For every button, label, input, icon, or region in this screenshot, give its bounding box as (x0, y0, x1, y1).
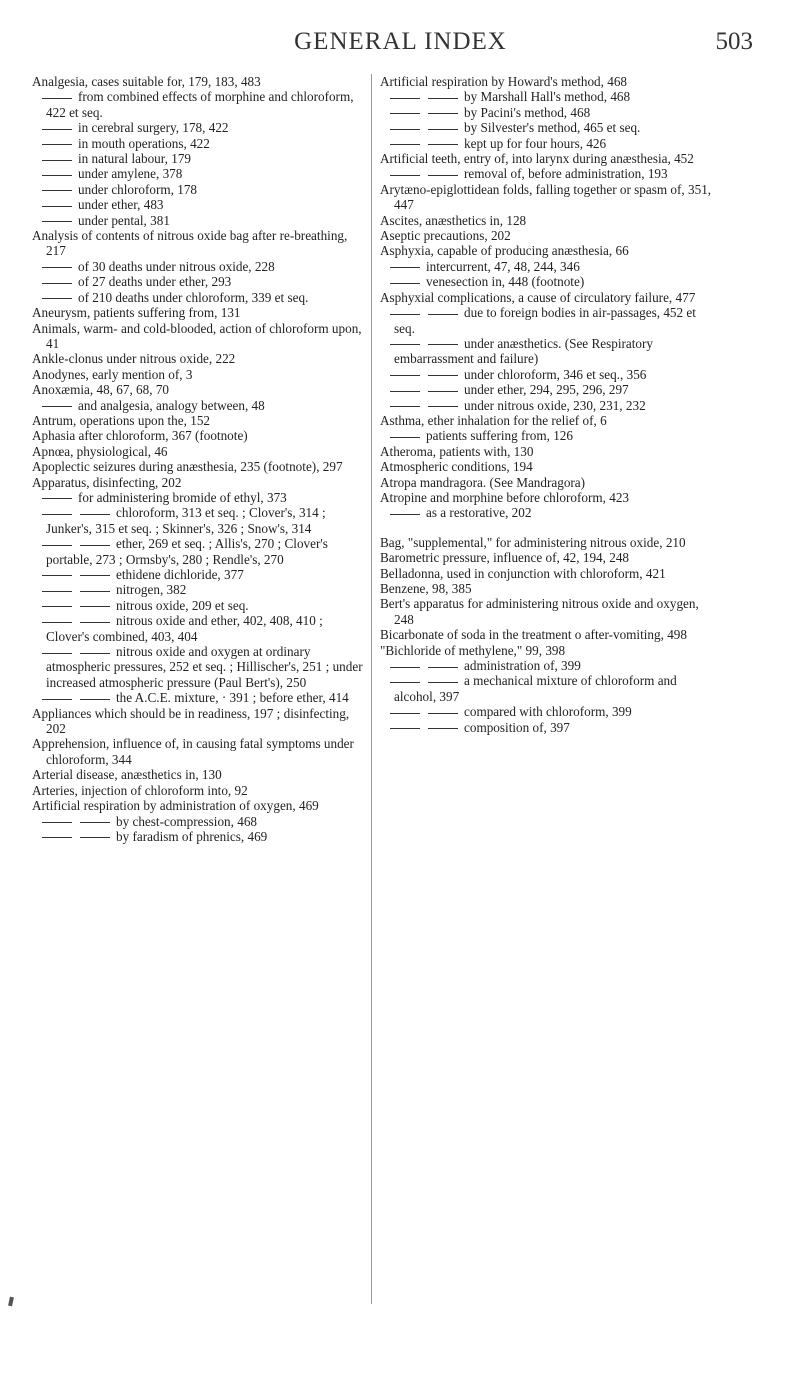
index-entry-text: under anæsthetics. (See Respiratory embarrassment and failure) (394, 335, 653, 367)
index-entry-text: ether, 269 et seq. ; Allis's, 270 ; Clover's portable, 273 ; Ormsby's, 280 ; Rendle's, 270 (46, 536, 328, 567)
ditto-dash (390, 283, 420, 284)
index-entry (32, 644, 368, 690)
ditto-dash (80, 606, 110, 607)
index-entry (380, 243, 716, 258)
index-entry-text: Barometric pressure, influence of, 42, 194, 248 (380, 550, 630, 566)
index-entry (380, 704, 716, 719)
ditto-dash (390, 129, 420, 130)
index-entry-text: by Marshall Hall's method, 468 (464, 89, 631, 105)
ditto-dash (390, 728, 420, 729)
ditto-dash (428, 713, 458, 714)
index-entry (380, 182, 716, 213)
index-entry-text: Aneurysm, patients suffering from, 131 (32, 305, 241, 321)
ditto-dash (80, 653, 110, 654)
index-entry (380, 290, 716, 305)
ditto-dash (42, 591, 72, 592)
ditto-dash (428, 98, 458, 99)
index-entry-text: compared with chloroform, 399 (464, 704, 632, 720)
index-entry-text: Appliances which should be in readiness, 197 ; disinfecting, 202 (32, 705, 350, 737)
index-entry-text: Artificial teeth, entry of, into larynx during anæsthesia, 452 (380, 151, 694, 167)
index-entry-text: under amylene, 378 (78, 166, 183, 182)
ditto-dash (80, 699, 110, 700)
index-entry-text: Analysis of contents of nitrous oxide bag after re-breathing, 217 (32, 228, 348, 259)
index-entry-text: "Bichloride of methylene," 99, 398 (380, 642, 566, 658)
ditto-dash (42, 190, 72, 191)
index-entry-text: in cerebral surgery, 178, 422 (78, 120, 229, 136)
index-entry (32, 398, 368, 413)
index-entry (380, 367, 716, 382)
ditto-dash (42, 98, 72, 99)
index-entry (380, 566, 716, 581)
index-entry-text: composition of, 397 (464, 719, 570, 735)
index-entry-text: by Silvester's method, 465 et seq. (464, 120, 641, 136)
ditto-dash (428, 682, 458, 683)
ditto-dash (428, 728, 458, 729)
ditto-dash (390, 267, 420, 268)
index-entry (32, 582, 368, 597)
index-entry (380, 490, 716, 505)
index-entry-text: nitrogen, 382 (116, 582, 187, 598)
index-entry-text: under pental, 381 (78, 212, 170, 228)
index-entry-text: Anoxæmia, 48, 67, 68, 70 (32, 382, 170, 398)
ditto-dash (42, 498, 72, 499)
index-entry-text: of 27 deaths under ether, 293 (78, 274, 232, 290)
index-entry (380, 259, 716, 274)
index-entry (380, 459, 716, 474)
index-entry (32, 444, 368, 459)
ditto-dash (390, 314, 420, 315)
index-entry-text: from combined effects of morphine and chloroform, 422 et seq. (46, 89, 354, 120)
ditto-dash (390, 514, 420, 515)
ditto-dash (42, 175, 72, 176)
index-entry (32, 228, 368, 259)
index-entry-text: patients suffering from, 126 (426, 428, 573, 444)
index-entry (32, 475, 368, 490)
index-entry (380, 151, 716, 166)
ditto-dash (428, 344, 458, 345)
index-entry (32, 259, 368, 274)
index-entry (380, 596, 716, 627)
index-entry-text: chloroform, 313 et seq. ; Clover's, 314 ; Junker's, 315 et seq. ; Skinner's, 326 ; Snow's, 314 (46, 505, 326, 536)
index-entry-text: Apnœa, physiological, 46 (32, 443, 168, 459)
index-entry-text: of 30 deaths under nitrous oxide, 228 (78, 258, 275, 274)
index-entry (32, 74, 368, 89)
index-entry-text: kept up for four hours, 426 (464, 135, 607, 151)
ditto-dash (42, 160, 72, 161)
index-entry (32, 598, 368, 613)
index-entry-text: under nitrous oxide, 230, 231, 232 (464, 397, 646, 413)
ditto-dash (428, 175, 458, 176)
index-entry (32, 197, 368, 212)
ditto-dash (42, 406, 72, 407)
index-entry-text: Apparatus, disinfecting, 202 (32, 474, 182, 490)
index-entry-text: Animals, warm- and cold-blooded, action of chloroform upon, 41 (32, 320, 362, 351)
index-entry (32, 536, 368, 567)
column-divider (371, 74, 372, 1304)
index-entry-text: a mechanical mixture of chloroform and alcohol, 397 (394, 673, 677, 704)
index-entry (380, 535, 716, 550)
index-entry-text: removal of, before administration, 193 (464, 166, 668, 182)
ditto-dash (42, 283, 72, 284)
index-entry-text: Atropine and morphine before chloroform, 423 (380, 489, 630, 505)
ink-speck (8, 1297, 14, 1307)
ditto-dash (80, 822, 110, 823)
index-entry (32, 613, 368, 644)
index-entry (380, 120, 716, 135)
page-number: 503 (715, 28, 753, 55)
ditto-dash (390, 98, 420, 99)
index-entry (380, 382, 716, 397)
index-entry-text: venesection in, 448 (footnote) (426, 274, 585, 290)
index-entry-text: by Pacini's method, 468 (464, 104, 591, 120)
index-entry-text: Apoplectic seizures during anæsthesia, 235 (footnote), 297 (32, 459, 343, 475)
ditto-dash (80, 514, 110, 515)
index-entry (32, 182, 368, 197)
ditto-dash (390, 406, 420, 407)
ditto-dash (390, 437, 420, 438)
index-entry (32, 290, 368, 305)
index-entry (380, 658, 716, 673)
ditto-dash (390, 375, 420, 376)
index-entry-text: Atheroma, patients with, 130 (380, 443, 534, 459)
index-column-right (380, 74, 716, 735)
index-entry-text: of 210 deaths under chloroform, 339 et seq. (78, 289, 309, 305)
index-entry-text: Asthma, ether inhalation for the relief of, 6 (380, 412, 607, 428)
index-entry-text: ethidene dichloride, 377 (116, 567, 244, 582)
index-entry-text: Antrum, operations upon the, 152 (32, 412, 211, 428)
index-entry-text: Bicarbonate of soda in the treatment o after-vomiting, 498 (380, 627, 687, 643)
index-entry (380, 413, 716, 428)
index-entry (380, 105, 716, 120)
index-entry-text: Apprehension, influence of, in causing fatal symptoms under chloroform, 344 (32, 736, 354, 767)
ditto-dash (428, 375, 458, 376)
ditto-dash (42, 822, 72, 823)
index-entry-text: Artificial respiration by administration of oxygen, 469 (32, 798, 319, 814)
index-entry (380, 228, 716, 243)
ditto-dash (42, 622, 72, 623)
ditto-dash (42, 837, 72, 838)
index-entry (380, 550, 716, 565)
ditto-dash (42, 606, 72, 607)
ditto-dash (428, 406, 458, 407)
index-entry (32, 166, 368, 181)
index-entry (32, 783, 368, 798)
index-entry (32, 274, 368, 289)
index-column-left (32, 74, 368, 844)
running-title: GENERAL INDEX (294, 28, 507, 55)
index-entry (32, 706, 368, 737)
ditto-dash (428, 129, 458, 130)
ditto-dash (42, 267, 72, 268)
index-entry-text: Arteries, injection of chloroform into, 92 (32, 782, 248, 798)
index-entry (32, 213, 368, 228)
index-entry (380, 305, 716, 336)
index-entry (32, 120, 368, 135)
index-entry (380, 89, 716, 104)
ditto-dash (42, 298, 72, 299)
index-entry-text: Arytæno-epiglottidean folds, falling together or spasm of, 351, 447 (380, 181, 712, 213)
index-entry (380, 475, 716, 490)
ditto-dash (42, 129, 72, 130)
index-entry-text: for administering bromide of ethyl, 373 (78, 489, 287, 505)
index-entry (380, 398, 716, 413)
index-entry-text: Aphasia after chloroform, 367 (footnote) (32, 428, 248, 444)
ditto-dash (80, 575, 110, 576)
index-entry-text: administration of, 399 (464, 658, 581, 674)
index-entry (32, 567, 368, 582)
ditto-dash (42, 575, 72, 576)
index-entry (380, 505, 716, 520)
index-entry (380, 643, 716, 658)
ditto-dash (428, 667, 458, 668)
index-entry-text: as a restorative, 202 (426, 505, 532, 521)
index-entry-text: due to foreign bodies in air-passages, 452 et seq. (394, 305, 696, 336)
index-entry (380, 136, 716, 151)
index-entry-text: in natural labour, 179 (78, 151, 192, 167)
index-entry-text: in mouth operations, 422 (78, 135, 210, 151)
index-entry (32, 305, 368, 320)
index-entry (32, 89, 368, 120)
ditto-dash (428, 144, 458, 145)
ditto-dash (390, 713, 420, 714)
index-entry-text: under ether, 294, 295, 296, 297 (464, 382, 629, 398)
ditto-dash (390, 144, 420, 145)
index-entry (32, 382, 368, 397)
index-entry-text: nitrous oxide and ether, 402, 408, 410 ; Clover's combined, 403, 404 (46, 613, 323, 644)
index-entry-text: Ascites, anæsthetics in, 128 (380, 212, 527, 228)
index-entry (380, 444, 716, 459)
ditto-dash (390, 667, 420, 668)
index-entry-text: Analgesia, cases suitable for, 179, 183, 483 (32, 74, 261, 89)
index-entry-text: under ether, 483 (78, 197, 164, 213)
index-entry-text: intercurrent, 47, 48, 244, 346 (426, 258, 580, 274)
ditto-dash (42, 653, 72, 654)
ditto-dash (390, 113, 420, 114)
index-entry (32, 490, 368, 505)
index-entry-text: nitrous oxide, 209 et seq. (116, 597, 249, 613)
index-entry (32, 798, 368, 813)
index-entry-text: by faradism of phrenics, 469 (116, 828, 268, 844)
index-entry (32, 690, 368, 705)
index-entry (380, 274, 716, 289)
index-entry-text: Bert's apparatus for administering nitrous oxide and oxygen, 248 (380, 596, 699, 627)
index-entry (32, 136, 368, 151)
index-entry-text: Asphyxial complications, a cause of circulatory failure, 477 (380, 289, 696, 305)
ditto-dash (42, 699, 72, 700)
index-entry (380, 74, 716, 89)
ditto-dash (42, 545, 72, 546)
index-entry-text: Aseptic precautions, 202 (380, 228, 511, 244)
index-entry-text: under chloroform, 178 (78, 181, 198, 197)
ditto-dash (42, 206, 72, 207)
index-entry (380, 581, 716, 596)
index-entry (32, 829, 368, 844)
index-entry-text: by chest-compression, 468 (116, 813, 258, 829)
index-entry-text: Ankle-clonus under nitrous oxide, 222 (32, 351, 236, 367)
index-entry-text: Atropa mandragora. (See Mandragora) (380, 474, 586, 490)
ditto-dash (428, 314, 458, 315)
index-entry (32, 367, 368, 382)
index-entry-text: Asphyxia, capable of producing anæsthesia, 66 (380, 243, 629, 259)
index-entry-text: Benzene, 98, 385 (380, 581, 472, 596)
index-entry (32, 459, 368, 474)
index-entry (32, 428, 368, 443)
page-header (0, 28, 801, 58)
ditto-dash (390, 391, 420, 392)
ditto-dash (80, 622, 110, 623)
index-entry (32, 736, 368, 767)
index-entry-text: Artificial respiration by Howard's method, 468 (380, 74, 628, 89)
index-entry (32, 351, 368, 366)
ditto-dash (42, 514, 72, 515)
index-entry-text: Atmospheric conditions, 194 (380, 459, 533, 475)
index-entry (380, 213, 716, 228)
index-entry (32, 814, 368, 829)
index-entry (380, 627, 716, 642)
ditto-dash (428, 113, 458, 114)
index-entry (380, 166, 716, 181)
index-entry-text: and analgesia, analogy between, 48 (78, 397, 265, 413)
index-entry (380, 673, 716, 704)
ditto-dash (80, 591, 110, 592)
ditto-dash (390, 175, 420, 176)
index-entry-text: Anodynes, early mention of, 3 (32, 366, 193, 382)
index-entry-text: the A.C.E. mixture, · 391 ; before ether, 414 (116, 690, 349, 706)
index-entry (32, 413, 368, 428)
index-entry (32, 767, 368, 782)
ditto-dash (390, 344, 420, 345)
index-entry-text: nitrous oxide and oxygen at ordinary atmospheric pressures, 252 et seq. ; Hillischer's, 251 ; under increased atmospheric pressure (Paul Bert's), 250 (46, 644, 363, 690)
index-entry (380, 428, 716, 443)
ditto-dash (390, 682, 420, 683)
index-entry-text: Belladonna, used in conjunction with chloroform, 421 (380, 565, 666, 581)
ditto-dash (80, 837, 110, 838)
index-entry-text: Arterial disease, anæsthetics in, 130 (32, 767, 222, 783)
index-entry-text: under chloroform, 346 et seq., 356 (464, 366, 647, 382)
index-entry (32, 151, 368, 166)
ditto-dash (42, 144, 72, 145)
index-entry (380, 336, 716, 367)
index-entry (32, 505, 368, 536)
index-entry (32, 321, 368, 352)
index-entry-text: Bag, "supplemental," for administering nitrous oxide, 210 (380, 534, 686, 550)
index-entry (380, 720, 716, 735)
ditto-dash (80, 545, 110, 546)
ditto-dash (428, 391, 458, 392)
ditto-dash (42, 221, 72, 222)
